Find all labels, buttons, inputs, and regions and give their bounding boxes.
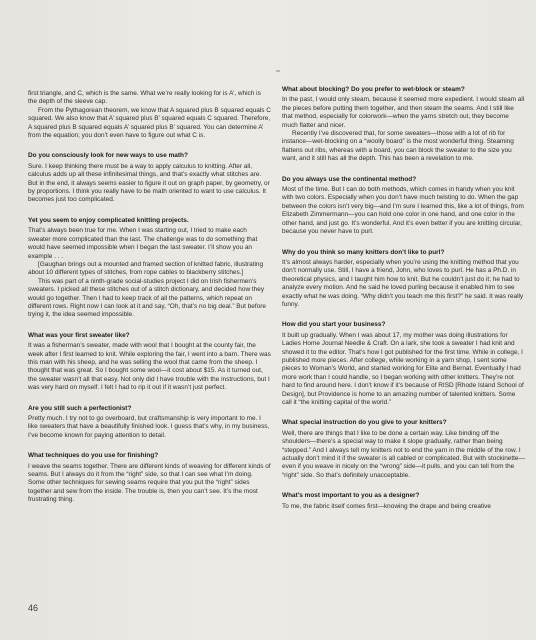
answer-paragraph: Most of the time. But I can do both methods, which comes in handy when you knit with two colors. Especially when you don’t have much twisting to do. When the gap between the colors isn’t very big—and I’m sure I learned this, like a lot of things, from Elizabeth Zimmermann—you can hold one color in one hand, and one color in the other hand, and just go. It’s wonderful. And it’s even better if you are knitting circular, because you never have to purl.	[282, 186, 524, 236]
answer-paragraph: This was part of a ninth-grade social-studies project I did on Irish fishermen’s sweaters. I picked all these stitches out of a stitch dictionary, and decided how they would go together. Then I had to keep track of all the patterns, which repeat on different rows. Right now I can look at it and say, “Oh, that’s no big deal.” But before trying it, the idea seemed impossible.	[28, 277, 266, 319]
answer-paragraph: It was a fisherman’s sweater, made with wool that I bought at the county fair, the week after I first learned to knit. While exploring the fair, I went into a barn. There was this man with his sheep, and he was selling the wool that came from the sheep. I thought that was great. So I bought some wool—it cost about $15. As it turned out, the sweater wasn’t all that easy. Not only did I have trouble with the instructions, but I was very hard on myself. I felt I had to rip it out if it wasn’t just perfect.	[28, 342, 271, 392]
question-heading: Why do you think so many knitters don’t like to purl?	[282, 248, 445, 256]
answer-paragraph: From the Pythagorean theorem, we know that A squared plus B squared equals C squared. We also know that A’ squared plus B’ squared equals C squared. Therefore, A squared plus B squared equals A’ squared plus B’ squared. You can determine A’ from the equation; you don’t even have to figure out what C is.	[28, 106, 271, 140]
page-number: 46	[28, 603, 39, 613]
question-heading: What’s most important to you as a designer?	[282, 492, 420, 500]
left-column	[28, 90, 271, 505]
answer-paragraph: Well, there are things that I like to be done a certain way. Like binding off the shoulders—there’s a special way to make it slope gradually, rather than being “stepped.” And I always tell my knitters not to end the yarn in the middle of the row. I actually don’t mind it if the sweater is all cabled or complicated. But with stockinette—even if you weave in nicely on the “wrong” side—it pulls, and you can tell from the “right” side. So that’s definitely unacceptable.	[282, 429, 525, 479]
question-heading: What was your first sweater like?	[28, 331, 130, 339]
answer-paragraph: [Gaughan brings out a mounted and framed section of knitted fabric, illustrating about 10 different types of stitches, from rope cables to blackberry stitches.]	[28, 260, 264, 277]
answer-paragraph: It built up gradually. When I was about 17, my mother was doing illustrations for Ladies Home Journal Needle & Craft. On a lark, she took a sweater I had knit and showed it to the editor. That’s how I got published for the first time. While in college, I published more pieces. After college, while working in a yarn shop, I sent some pieces to Woman’s World, and started working for Elite and Bernat. Eventually I had more work than I could handle, so I began working with other knitters. They’re not hard to find around here. I don’t know if it’s because of RISD [Rhode Island School of Design], but Providence is home to an amazing number of talented knitters. Some call it “the knitting capital of the world.”	[282, 331, 524, 406]
answer-paragraph: Recently I’ve discovered that, for some sweaters—those with a lot of rib for instance—wet-blocking on a “woolly board” is the most wonderful thing. Steaming flattens out ribs, whereas with a board, you can block the sweater to the size you want, and it still has all the depth. This has been a revelation to me.	[282, 130, 514, 163]
question-heading: Are you still such a perfectionist?	[28, 404, 132, 412]
answer-paragraph: It’s almost always harder, especially when you’re using the knitting method that you don’t normally use. Still, I have a friend, John, who loves to purl. He has a Ph.D. in theoretical physics, and I taught him how to knit. But he couldn’t just do it; he had to analyze every motion. And he said he loved purling because it enabled him to see exactly what he was doing. “Why didn’t you teach me this first?” he said. It was really funny.	[282, 258, 524, 308]
question-heading: What special instruction do you give to your knitters?	[282, 419, 447, 427]
question-heading: How did you start your business?	[282, 321, 386, 329]
answer-paragraph: I weave the seams together. There are different kinds of weaving for different kinds of seams. But I always do it from the “right” side, so that I can see what I’m doing. Some other techniques for sewing seams require that you put the “right” sides together and sew from the inside. The trouble is, then you can’t see. It’s the most frustrating thing.	[28, 462, 271, 504]
question-heading: Do you always use the continental method?	[282, 175, 417, 183]
answer-paragraph: To me, the fabric itself comes first—knowing the drape and being creative	[282, 502, 491, 510]
answer-paragraph: In the past, I would only steam, because it seemed more expedient. I would steam all the pieces before putting them together, and then steam the seams. And I still like that method, especially for colorwork—when the yarns stretch out, they become much flatter and nicer.	[282, 96, 525, 129]
answer-paragraph: That’s always been true for me. When I was starting out, I tried to make each sweater more complicated than the last. The challenge was to do something that would have seemed impossible when I began the last sweater. I’ll show you an example . . .	[28, 227, 258, 260]
answer-paragraph: first triangle, and C, which is the same. What we’re really looking for is A’, which is the depth of the sleeve cap.	[28, 90, 261, 106]
question-heading: What about blocking? Do you prefer to wet-block or steam?	[282, 86, 465, 93]
ink-mark	[276, 70, 280, 72]
question-heading: Yet you seem to enjoy complicated knitting projects.	[28, 216, 189, 224]
question-heading: Do you consciously look for new ways to use math?	[28, 152, 188, 160]
answer-paragraph: Pretty much. I try not to go overboard, but craftsmanship is very important to me. I like sweaters that have a beautifully finished look. I guess that’s why, in my business, I’ve become known for paying attention to detail.	[28, 415, 270, 439]
right-column	[282, 86, 525, 511]
answer-paragraph: Sure. I keep thinking there must be a way to apply calculus to knitting. After all, calculus adds up all these infinitesimal things, and that’s exactly what stitches are. But in the end, it always seems easier to figure it out on graph paper, by geometry, or by proportions. I think you really have to be math oriented to want to use calculus. It becomes just too complicated.	[28, 162, 270, 204]
question-heading: What techniques do you use for finishing?	[28, 452, 159, 460]
